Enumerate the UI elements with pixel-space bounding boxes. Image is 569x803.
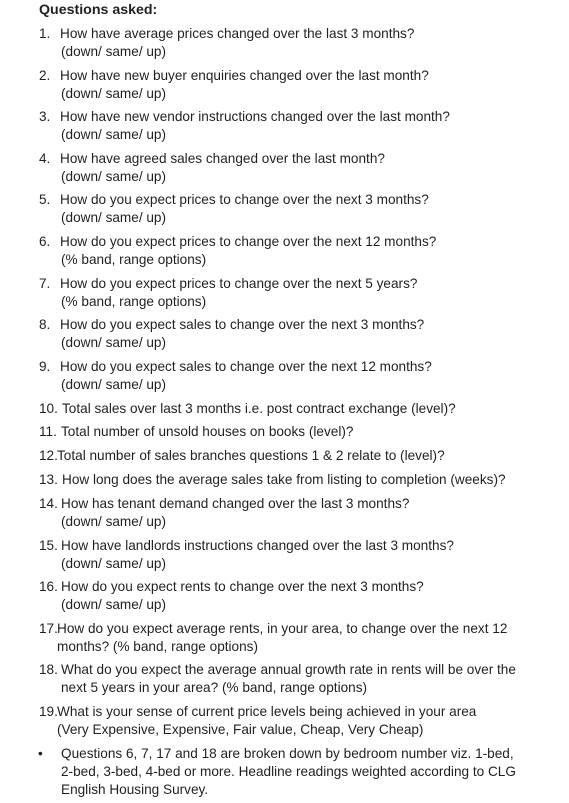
- question-number: 16.: [39, 579, 58, 594]
- question-number: 17.: [39, 621, 58, 636]
- question-answer-options: months? (% band, range options): [57, 639, 259, 654]
- question-text: How do you expect prices to change over the next 5 years?: [60, 276, 418, 291]
- bullet-icon: •: [38, 746, 43, 761]
- question-answer-options: (down/ same/ up): [61, 210, 167, 225]
- question-answer-options: (down/ same/ up): [61, 127, 167, 142]
- question-number: 18.: [39, 662, 58, 677]
- question-text: Total sales over last 3 months i.e. post contract exchange (level)?: [62, 401, 456, 416]
- question-text: How have landlords instructions changed over the last 3 months?: [61, 538, 454, 553]
- question-text: What do you expect the average annual growth rate in rents will be over the: [61, 662, 516, 677]
- question-answer-options: (down/ same/ up): [61, 377, 167, 392]
- question-text: How do you expect prices to change over the next 12 months?: [60, 234, 437, 249]
- question-text: How do you expect rents to change over the next 3 months?: [61, 579, 424, 594]
- question-answer-options: next 5 years in your area? (% band, range options): [61, 680, 368, 695]
- question-text: How has tenant demand changed over the last 3 months?: [61, 496, 410, 511]
- question-text: Total number of unsold houses on books (level)?: [61, 424, 354, 439]
- question-text: How have agreed sales changed over the last month?: [60, 151, 385, 166]
- question-text: How have average prices changed over the last 3 months?: [60, 26, 415, 41]
- question-answer-options: (down/ same/ up): [61, 335, 167, 350]
- question-answer-options: (down/ same/ up): [61, 556, 167, 571]
- question-text: How do you expect sales to change over the next 3 months?: [60, 317, 425, 332]
- question-answer-options: (% band, range options): [61, 294, 207, 309]
- question-answer-options: (down/ same/ up): [61, 169, 167, 184]
- question-number: 12.: [39, 448, 58, 463]
- question-text: How do you expect sales to change over the next 12 months?: [60, 359, 432, 374]
- question-text: How long does the average sales take from listing to completion (weeks)?: [62, 472, 506, 487]
- question-text: How have new vendor instructions changed over the last month?: [60, 109, 450, 124]
- question-answer-options: (down/ same/ up): [61, 514, 167, 529]
- question-number: 15.: [39, 538, 58, 553]
- question-text: How do you expect average rents, in your area, to change over the next 12: [57, 621, 508, 636]
- question-number: 11.: [39, 424, 57, 439]
- question-number: 4.: [39, 151, 51, 166]
- question-number: 9.: [39, 359, 51, 374]
- question-answer-options: (down/ same/ up): [61, 44, 167, 59]
- questions-heading: Questions asked:: [39, 2, 158, 18]
- question-text: What is your sense of current price levels being achieved in your area: [57, 704, 477, 719]
- question-number: 13.: [39, 472, 58, 487]
- question-number: 6.: [39, 234, 51, 249]
- question-number: 8.: [39, 317, 51, 332]
- question-number: 5.: [39, 192, 51, 207]
- question-text: Total number of sales branches questions 1 & 2 relate to (level)?: [57, 448, 445, 463]
- question-number: 3.: [39, 109, 51, 124]
- question-text: How have new buyer enquiries changed over the last month?: [60, 68, 429, 83]
- question-answer-options: (down/ same/ up): [61, 86, 167, 101]
- question-number: 1.: [39, 26, 51, 41]
- note-line-3: English Housing Survey.: [61, 782, 209, 797]
- question-answer-options: (Very Expensive, Expensive, Fair value, Cheap, Very Cheap): [57, 722, 424, 737]
- note-line-1: Questions 6, 7, 17 and 18 are broken down by bedroom number viz. 1-bed,: [61, 746, 514, 761]
- question-answer-options: (down/ same/ up): [61, 597, 167, 612]
- question-number: 7.: [39, 276, 51, 291]
- question-number: 19.: [39, 704, 58, 719]
- question-text: How do you expect prices to change over the next 3 months?: [60, 192, 429, 207]
- question-number: 10.: [39, 401, 58, 416]
- question-number: 14.: [39, 496, 58, 511]
- question-answer-options: (% band, range options): [61, 252, 207, 267]
- question-number: 2.: [39, 68, 51, 83]
- note-line-2: 2-bed, 3-bed, 4-bed or more. Headline readings weighted according to CLG: [61, 764, 516, 779]
